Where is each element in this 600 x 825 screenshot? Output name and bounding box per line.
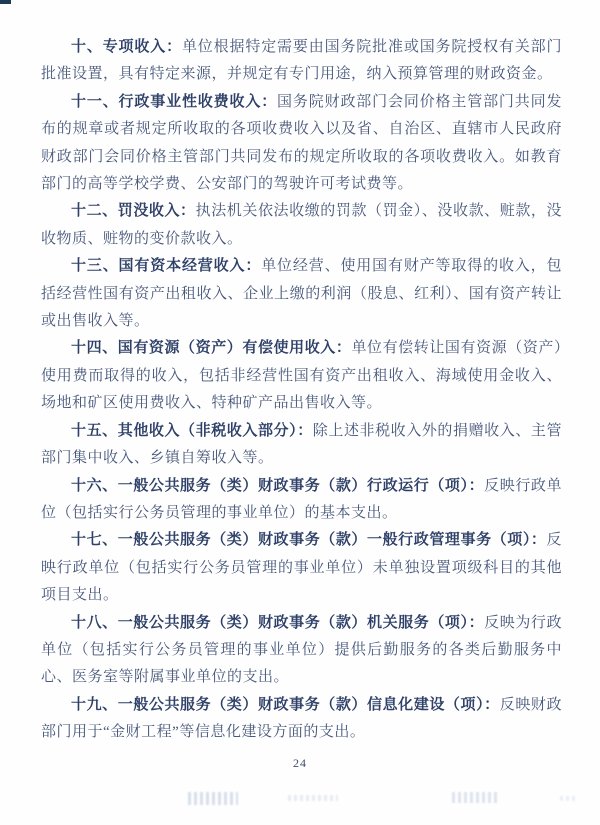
glossary-item-18 (41, 610, 562, 692)
glossary-definition: 单位根据特定需要由国务院批准或国务院授权有关部门批准设置，具有特定来源，并规定有专门用途，纳入预算管理的财政资金。 (41, 39, 562, 83)
glossary-term: 十五、其他收入（非税收入部分）： (71, 422, 313, 439)
glossary-definition: 单位经营、使用国有财产等取得的收入，包括经营性国有资产出租收入、企业上缴的利润（股息、红利）、国有资产转让或出售收入等。 (41, 258, 562, 330)
glossary-term: 十三、国有资本经营收入： (71, 258, 262, 275)
glossary-definition: 国务院财政部门会同价格主管部门共同发布的规章或者规定所收取的各项收费收入以及省、自治区、直辖市人民政府财政部门会同价格主管部门共同发布的规定所收取的各项收费收入。如教育部门的高等学校学费、公安部门的驾驶许可考试费等。 (41, 93, 562, 193)
glossary-item-15 (41, 418, 562, 473)
glossary-item-16 (41, 473, 562, 528)
glossary-definition: 执法机关依法收缴的罚款（罚金）、没收款、赃款，没收物质、赃物的变价款收入。 (41, 203, 562, 247)
scan-corner-artifact (0, 0, 11, 4)
bleedthrough-mark (288, 795, 338, 801)
glossary-definition: 反映行政单位（包括实行公务员管理的事业单位）未单独设置项级科目的其他项目支出。 (41, 532, 562, 604)
glossary-item-17 (41, 527, 562, 609)
bleedthrough-mark (452, 792, 498, 803)
glossary-definition: 反映为行政单位（包括实行公务员管理的事业单位）提供后勤服务的各类后勤服务中心、医务室等附属事业单位的支出。 (41, 614, 562, 686)
glossary-item-10 (41, 34, 562, 89)
glossary-definition: 除上述非税收入外的捐赠收入、主管部门集中收入、乡镇自筹收入等。 (41, 422, 562, 467)
glossary-item-13 (41, 253, 562, 335)
glossary-item-11 (41, 89, 562, 199)
glossary-term: 十一、行政事业性收费收入： (71, 93, 278, 110)
glossary-term: 十九、一般公共服务（类）财政事务（款）信息化建设（项）： (71, 696, 500, 713)
glossary-definition: 反映财政部门用于“金财工程”等信息化建设方面的支出。 (41, 696, 562, 741)
bleedthrough-mark (560, 796, 576, 801)
page-number: 24 (293, 756, 307, 770)
glossary-definition: 反映行政单位（包括实行公务员管理的事业单位）的基本支出。 (41, 477, 562, 521)
glossary-item-19 (41, 692, 562, 747)
glossary-item-14 (41, 335, 562, 417)
glossary-term: 十六、一般公共服务（类）财政事务（款）行政运行（项）： (71, 477, 485, 494)
glossary-definition: 单位有偿转让国有资源（资产）使用费而取得的收入，包括非经营性国有资产出租收入、海域使用金收入、场地和矿区使用费收入、特种矿产品出售收入等。 (41, 340, 562, 412)
glossary-term: 十八、一般公共服务（类）财政事务（款）机关服务（项）： (71, 614, 485, 631)
glossary-term: 十四、国有资源（资产）有偿使用收入： (71, 340, 352, 357)
glossary-term: 十七、一般公共服务（类）财政事务（款）一般行政管理事务（项）： (71, 532, 547, 549)
bleedthrough-mark (188, 792, 238, 805)
glossary-item-12 (41, 198, 562, 253)
glossary-term: 十、专项收入： (71, 39, 182, 55)
glossary-term: 十二、罚没收入： (71, 203, 196, 220)
glossary-text-block (41, 34, 562, 747)
